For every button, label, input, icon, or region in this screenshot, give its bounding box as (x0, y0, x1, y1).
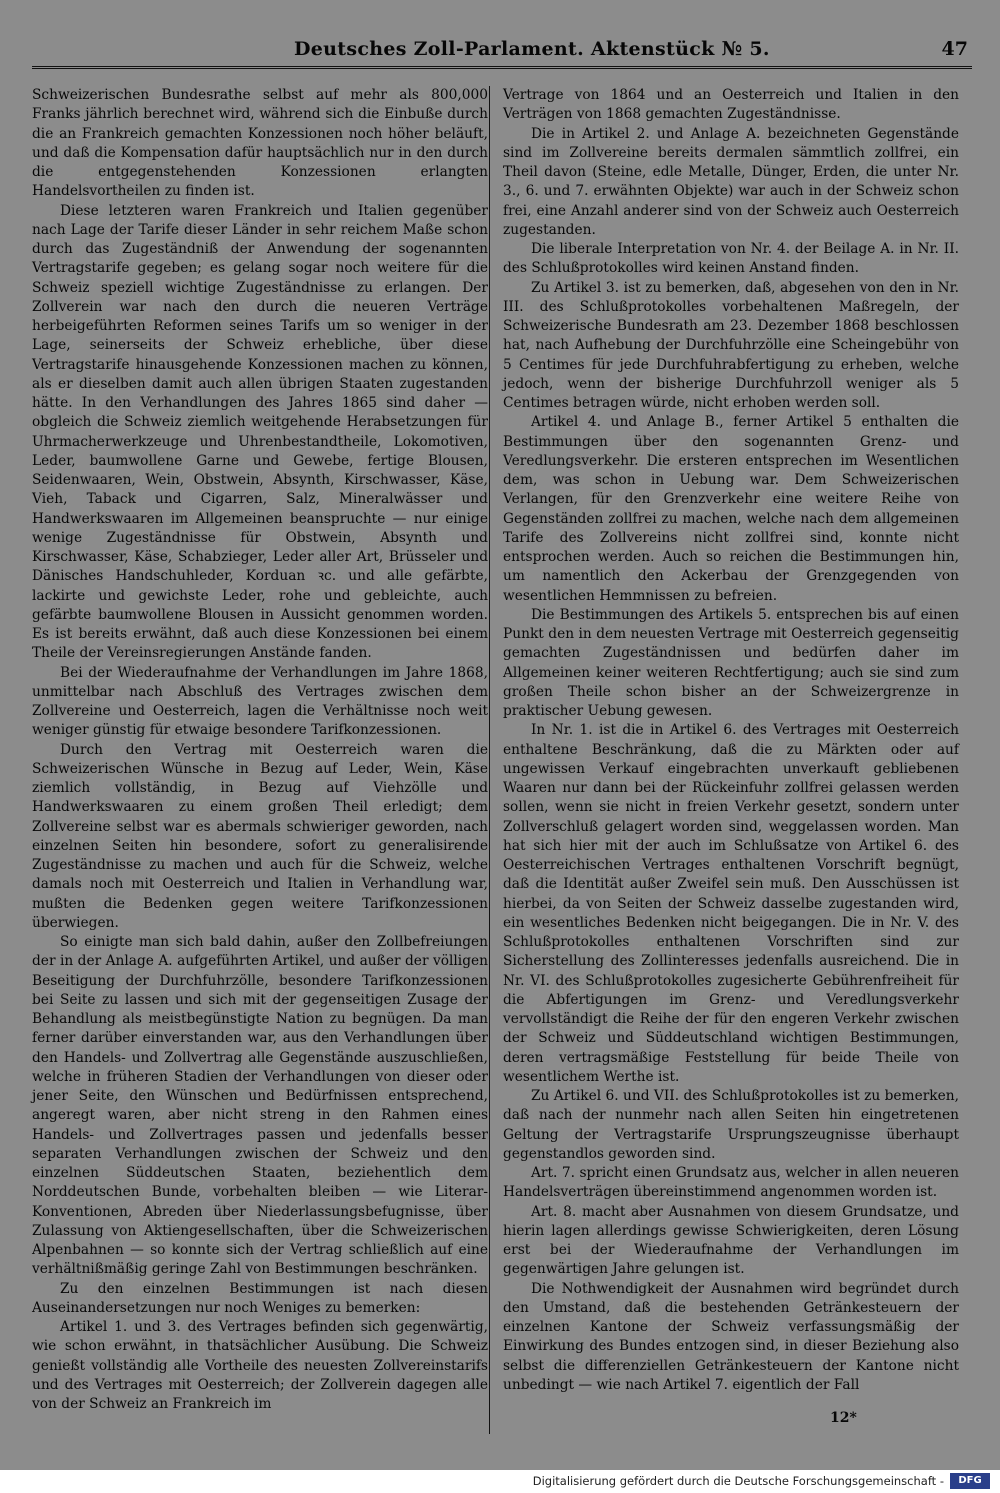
page-header (32, 30, 972, 69)
paragraph: Diese letzteren waren Frankreich und Italien gegenüber nach Lage der Tarife dieser Länder in sehr reichem Maße schon durch das Zugeständniß der Anwendung der sogenannten Vertragstarife gegeben; es gelang sogar noch weitere für die Schweiz speziell wichtige Zugeständnisse zu erlangen. Der Zollverein war nach den durch die neueren Verträge herbeigeführten Reformen seines Tarifs um so weniger in der Lage, seinerseits der Schweiz erhebliche, über diese Vertragstarife hinausgehende Konzessionen machen zu können, als er dieselben damit auch allen übrigen Staaten zugestanden hätte. In den Verhandlungen des Jahres 1865 sind daher — obgleich die Schweiz ziemlich weitgehende Herabsetzungen für Uhrmacherwerkzeuge und Uhrenbestandtheile, Lokomotiven, Leder, baumwollene Garne und Gewebe, fertige Blousen, Seidenwaaren, Wein, Obstwein, Absynth, Kirschwasser, Käse, Vieh, Taback und Cigarren, Salz, Mineralwässer und Handwerkswaaren im Allgemeinen beanspruchte — nur einige wenige Zugeständnisse für Obstwein, Absynth und Kirschwasser, Käse, Schabzieger, Leder aller Art, Brüsseler und Dänisches Handschuhleder, Korduan ꝛc. und alle gefärbte, lackirte und gewichste Leder, rohe und gebleichte, auch gefärbte baumwollene Blousen in Aussicht genommen worden. Es ist bereits erwähnt, daß auch diese Konzessionen bei einem Theile der Vereinsregierungen Anstände fanden. (32, 202, 488, 662)
paragraph: Art. 7. spricht einen Grundsatz aus, welcher in allen neueren Handelsverträgen übereinstimmend angenommen worden ist. (503, 1165, 959, 1201)
page-number: 47 (941, 38, 968, 60)
paragraph: Art. 8. macht aber Ausnahmen von diesem Grundsatze, und hierin lagen allerdings gewisse Schwierigkeiten, deren Lösung erst bei der Wiederaufnahme der Verhandlungen im gegenwärtigen Jahre gelungen ist. (503, 1203, 959, 1278)
paragraph: Durch den Vertrag mit Oesterreich waren die Schweizerischen Wünsche in Bezug auf Leder, Wein, Käse ziemlich vollständig, in Bezug auf Viehzölle und Handwerkswaaren zu einem großen Theil erledigt; dem Zollvereine selbst war es abermals schwieriger geworden, nach einzelnen Seiten hin besondere, sofort zu generalisirende Zugeständnisse zu machen und auch für die Schweiz, welche damals noch mit Oesterreich und Italien in Verhandlung war, mußten die Bedenken gegen weitere Tarifkonzessionen überwiegen. (32, 741, 488, 931)
paragraph: So einigte man sich bald dahin, außer den Zollbefreiungen der in der Anlage A. aufgeführten Artikel, und außer der völligen Beseitigung der Durchfuhrzölle, besondere Tarifkonzessionen bei Seite zu lassen und sich mit der gegenseitigen Zusage der Behandlung als meistbegünstigte Nation zu begnügen. Da man ferner darüber einverstanden war, aus den Verhandlungen über den Handels- und Zollvertrag alle Gegenstände auszuschließen, welche in früheren Stadien der Verhandlungen von dieser oder jener Seite, den Wünschen und Bedürfnissen entsprechend, angeregt waren, aber nicht streng in den Rahmen eines Handels- und Zollvertrages passen und jedenfalls besser separaten Verhandlungen zwischen der Schweiz und den einzelnen Süddeutschen Staaten, beziehentlich dem Norddeutschen Bunde, vorbehalten bleiben — wie Literar-Konventionen, Abreden über Niederlassungsbefugnisse, über Zulassung von Aktiengesellschaften, über die Schweizerischen Alpenbahnen — so konnte sich der Vertrag schließlich auf eine verhältnißmäßig geringe Zahl von Bestimmungen beschränken. (32, 934, 488, 1278)
digitization-footer (0, 1470, 1000, 1493)
left-column (32, 86, 488, 1414)
paragraph: In Nr. 1. ist die in Artikel 6. des Vertrages mit Oesterreich enthaltene Beschränkung, daß die zu Märkten oder auf ungewissen Verkauf eingebrachten unverkauft gebliebenen Waaren nur dann bei der Rückeinfuhr zollfrei gelassen werden sollen, wenn sie nicht in freien Verkehr gesetzt, sondern unter Zollverschluß gelagert worden sind, weggelassen worden. Man hat sich hier mit der auch im Schlußsatze von Artikel 6. des Oesterreichischen Vertrages enthaltenen Vorschrift begnügt, daß die Identität außer Zweifel sein muß. Den Ausschüssen ist hierbei, da von Seiten der Schweiz dasselbe zugestanden wird, ein wesentliches Bedenken nicht beigegangen. Die in Nr. V. des Schlußprotokolles enthaltenen Vorschriften sind zur Sicherstellung des Zollinteresses jedenfalls ausreichend. Die in Nr. VI. des Schlußprotokolles zugesicherte Gebührenfreiheit für die Abfertigungen im Grenz- und Veredlungsverkehr vervollständigt die Reihe der für den engeren Verkehr zwischen der Schweiz und Süddeutschland wichtigen Bestimmungen, deren vertragsmäßige Feststellung für beide Theile von wesentlichem Werthe ist. (503, 722, 959, 1085)
paragraph: Zu Artikel 3. ist zu bemerken, daß, abgesehen von den in Nr. III. des Schlußprotokolles vorbehaltenen Maßregeln, der Schweizerische Bundesrath am 23. Dezember 1868 beschlossen hat, nach Aufhebung der Durchfuhrzölle eine Scheingebühr von 5 Centimes für jede Durchfuhrabfertigung zu erheben, welche jedoch, wenn der bisherige Durchfuhrzoll weniger als 5 Centimes betragen würde, nicht erhoben werden soll. (503, 279, 959, 411)
right-column (503, 86, 959, 1395)
paragraph: Die Bestimmungen des Artikels 5. entsprechen bis auf einen Punkt den in dem neuesten Vertrage mit Oesterreich gegenseitig gemachten Zugeständnissen und bedürfen daher im Allgemeinen keiner weiteren Rechtfertigung; auch sie sind zum großen Theile schon bisher an der Schweizergrenze in praktischer Uebung gewesen. (503, 606, 959, 719)
column-divider (489, 86, 490, 1434)
paragraph: Bei der Wiederaufnahme der Verhandlungen im Jahre 1868, unmittelbar nach Abschluß des Vertrages zwischen dem Zollvereine und Oesterreich, lagen die Verhältnisse noch weit weniger günstig für etwaige besondere Tarifkonzessionen. (32, 664, 488, 739)
paragraph: Die in Artikel 2. und Anlage A. bezeichneten Gegenstände sind im Zollvereine bereits dermalen sämmtlich zollfrei, ein Theil davon (Steine, edle Metalle, Dünger, Erden, die unter Nr. 3., 6. und 7. erwähnten Objekte) war auch in der Schweiz schon frei, eine Anzahl anderer sind von der Schweiz auch Oesterreich zugestanden. (503, 125, 959, 238)
paragraph: Zu Artikel 6. und VII. des Schlußprotokolles ist zu bemerken, daß nach der nunmehr nach allen Seiten hin eingetretenen Geltung der Vertragstarife Ursprungszeugnisse überhaupt gegenstandlos geworden sind. (503, 1088, 959, 1162)
paragraph: Artikel 1. und 3. des Vertrages befinden sich gegenwärtig, wie schon erwähnt, in thatsächlicher Ausübung. Die Schweiz genießt vollständig alle Vortheile des neuesten Zollvereinstarifs und des Vertrages mit Oesterreich; der Zollverein dagegen alle von der Schweiz an Frankreich im (32, 1319, 488, 1412)
paragraph: Die liberale Interpretation von Nr. 4. der Beilage A. in Nr. II. des Schlußprotokolles wird keinen Anstand finden. (503, 241, 959, 277)
paragraph: Zu den einzelnen Bestimmungen ist nach diesen Auseinandersetzungen nur noch Weniges zu bemerken: (32, 1280, 488, 1316)
dfg-credit: Digitalisierung gefördert durch die Deutsche Forschungsgemeinschaft - (532, 1474, 944, 1488)
paragraph: Vertrage von 1864 und an Oesterreich und Italien in den Verträgen von 1868 gemachten Zugeständnisse. (503, 87, 959, 123)
paragraph: Artikel 4. und Anlage B., ferner Artikel 5 enthalten die Bestimmungen über den sogenannten Grenz- und Veredlungsverkehr. Die ersteren entsprechen im Wesentlichen dem, was schon in Uebung war. Dem Schweizerischen Verlangen, für den Grenzverkehr eine weitere Reihe von Gegenständen zollfrei zu machen, welche nach dem allgemeinen Tarife des Zollvereins nicht zollfrei sind, konnte nicht entsprochen werden. Auch so reichen die Bestimmungen hin, um namentlich den Ackerbau der Grenzgegenden von wesentlichen Hemmnissen zu befreien. (503, 414, 959, 604)
paragraph: Die Nothwendigkeit der Ausnahmen wird begründet durch den Umstand, daß die bestehenden Getränkesteuern der einzelnen Kantone der Schweiz verfassungsmäßig der Einwirkung des Bundes entzogen sind, in dieser Beziehung also selbst die differenziellen Getränkesteuern der Kantone nicht unbedingt — wie nach Artikel 7. eigentlich der Fall (503, 1280, 959, 1393)
signature-mark: 12* (830, 1410, 857, 1426)
running-title: Deutsches Zoll-Parlament. Aktenstück № 5. (294, 38, 770, 60)
dfg-logo-icon: DFG (950, 1473, 990, 1489)
paragraph: Schweizerischen Bundesrathe selbst auf mehr als 800,000 Franks jährlich berechnet wird, während sich die Einbuße durch die an Frankreich gemachten Konzessionen noch höher beläuft, und daß die Kompensation dafür hauptsächlich nur in den durch die entgegenstehenden Konzessionen erlangten Handelsvortheilen zu finden ist. (32, 87, 488, 200)
